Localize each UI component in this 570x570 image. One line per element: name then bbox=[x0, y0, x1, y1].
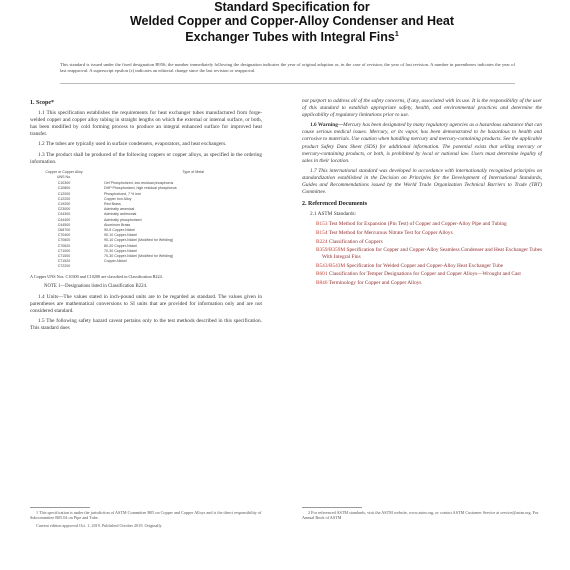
header-divider bbox=[60, 83, 515, 84]
reference-title-link[interactable]: Specification for Copper and Copper-Alloy Seamless Condenser and Heat Exchanger Tubes With Integral Fins bbox=[322, 247, 543, 261]
table-cell-type: Phosphorized, 7 % iron bbox=[104, 191, 142, 196]
table-cell-type: Admiralty antimonial bbox=[104, 212, 137, 217]
table-cell-uns: C10300 bbox=[57, 181, 71, 186]
table-cell-uns: C70600 bbox=[57, 238, 71, 243]
para-1-5-continued: not purport to address all of the safety concerns, if any, associated with its use. It is the responsibility of the user of this standard to establish appropriate safety, health, and environmental practices and determine the applicability of regulatory limitations prior to use. bbox=[302, 98, 542, 119]
footnotes-right bbox=[302, 510, 542, 523]
table-cell-type: Copper iron Alloy bbox=[104, 196, 132, 201]
table-cell-type: Oxf Phosphorized, low residual phosphorus bbox=[104, 181, 174, 186]
title-line-3: Exchanger Tubes with Integral Fins bbox=[185, 30, 395, 45]
reference-code-link[interactable]: B601 bbox=[316, 271, 328, 278]
table-cell-type: DHP Phosphorized, high residual phosphorus bbox=[104, 186, 177, 191]
right-column bbox=[302, 98, 542, 289]
table-cell-uns: C44400 bbox=[57, 217, 71, 222]
reference-item[interactable] bbox=[316, 230, 542, 237]
table-cell-uns: C12000 bbox=[57, 191, 71, 196]
table-cell-uns: C71520 bbox=[57, 259, 71, 264]
table-cell-type: 90-10 Copper-Nickel bbox=[104, 233, 137, 238]
title-footnote-mark: 1 bbox=[394, 31, 399, 38]
designation-note: This standard is issued under the fixed designation B956; the number immediately following the designation indicates the year of original adoption or, in the case of revision, the year of last revision. A number in parentheses indicates the year of last reapproval. A superscript epsilon (ε) indicates an editorial change since the last revision or reapproval. bbox=[60, 62, 515, 73]
table-footnote: A Copper UNS Nos. C10300 and C10200 are classified in Classification B224. bbox=[30, 273, 163, 279]
table-cell-type: Aluminum Brass bbox=[104, 222, 131, 227]
table-cell-uns: C19200 bbox=[57, 201, 71, 206]
reference-item[interactable] bbox=[316, 247, 542, 261]
table-cell-type: 90-10 Copper-Nickel (Modified for Welding) bbox=[104, 238, 174, 243]
table-cell-type: Admiralty arsenical bbox=[104, 207, 135, 212]
table-cell-type: Copper-Nickel bbox=[104, 259, 127, 264]
referenced-documents-heading: 2. Referenced Documents bbox=[302, 201, 368, 208]
scope-heading: 1. Scope* bbox=[30, 100, 54, 106]
table-cell-uns: C71500 bbox=[57, 254, 71, 258]
title-line-1: Standard Specification for bbox=[214, 0, 370, 14]
footnote-divider-right bbox=[302, 507, 362, 508]
reference-item[interactable] bbox=[316, 263, 542, 270]
table-cell-type: Admiralty phosphorized bbox=[104, 217, 142, 222]
table-cell-uns: C72200 bbox=[57, 264, 71, 269]
materials-table-body bbox=[44, 181, 240, 269]
table-cell-type: 90-5 Copper-Nickel bbox=[104, 227, 135, 232]
materials-table-header bbox=[44, 170, 240, 180]
reference-title-link[interactable]: Specification for Welded Copper and Copper-Alloy Heat Exchanger Tube bbox=[346, 262, 503, 269]
table-cell-uns: C70400 bbox=[57, 233, 71, 238]
footnote-divider-left bbox=[30, 507, 90, 508]
reference-title-link[interactable]: Test Method for Mercurous Nitrate Test for Copper Alloys bbox=[328, 230, 453, 236]
reference-item[interactable] bbox=[316, 271, 542, 278]
footnote-edition: Current edition approved Oct. 1, 2019. Published October 2019. Originally bbox=[36, 522, 162, 528]
footnotes-left bbox=[30, 510, 262, 530]
para-1-5: 1.5 The following safety hazard caveat pertains only to the test methods described in this specification. This standard does bbox=[30, 318, 262, 332]
table-row bbox=[44, 264, 240, 269]
reference-code-link[interactable]: B359/B359M bbox=[316, 247, 346, 254]
note-1: NOTE 1—Designations listed in Classification B224. bbox=[44, 284, 148, 290]
table-cell-type bbox=[84, 264, 240, 269]
table-cell-uns: C70620 bbox=[57, 243, 71, 248]
reference-list bbox=[302, 221, 542, 287]
reference-title-link[interactable]: Classification of Coppers bbox=[328, 238, 383, 245]
footnote-2: 2 For referenced ASTM standards, visit the ASTM website, www.astm.org, or contact ASTM Customer Service at service@astm.org. For Annual Book of ASTM bbox=[302, 510, 539, 521]
title-line-2: Welded Copper and Copper-Alloy Condenser and Heat bbox=[129, 14, 455, 28]
table-cell-uns: C44500 bbox=[57, 222, 71, 227]
reference-item[interactable] bbox=[316, 221, 542, 228]
para-1-1: 1.1 This specification establishes the requirements for heat exchanger tubes manufactured from forge-welded copper and copper alloy tubing in straight lengths on which the external or internal surface, or both, has been modified by cold forming process to produce an integral enhanced surface for improved heat transfer. bbox=[30, 110, 262, 138]
para-1-4: 1.4 Units—The values stated in inch-pound units are to be regarded as standard. The values given in parentheses are mathematical conversions to SI units that are provided for information only and are not considered standard. bbox=[30, 294, 262, 315]
reference-code-link[interactable]: B846 bbox=[316, 280, 328, 287]
reference-title-link[interactable]: Test Method for Expansion (Pin Test) of Copper and Copper-Alloy Pipe and Tubing bbox=[328, 221, 507, 228]
para-1-7: 1.7 This international standard was developed in accordance with internationally recognized principles on standardization established in the Decision on Principles for the Development of International Standards, Guides and Recommendations issued by the World Trade Organization Technical Barriers to Trade (TBT) Committee. bbox=[302, 167, 542, 196]
reference-title-link[interactable]: Classification for Temper Designations for Copper and Copper Alloys—Wrought and Cast bbox=[328, 271, 521, 278]
reference-code-link[interactable]: B543/B543M bbox=[316, 262, 346, 269]
reference-code-link[interactable]: B224 bbox=[316, 238, 328, 245]
astm-standards-intro: 2.1 ASTM Standards: bbox=[310, 211, 357, 218]
para-1-6 bbox=[302, 122, 542, 165]
reference-code-link[interactable]: B153 bbox=[316, 221, 328, 228]
table-header-uns: Copper or Copper Alloy UNS No. bbox=[45, 169, 83, 179]
materials-table bbox=[44, 170, 240, 270]
reference-item[interactable] bbox=[316, 280, 542, 287]
table-cell-type: 80-20 Copper-Nickel bbox=[104, 243, 137, 248]
table-cell-type: 70-30 Copper-Nickel (Modified for Welding) bbox=[104, 254, 174, 258]
warning-text: Mercury has been designated by many regulatory agencies as a hazardous substance that can cause serious medical issues. Mercury, or its vapor, has been demonstrated to be hazardous to health and corrosive to materials. Use caution when handling mercury and mercury-containing products. See the applicable product Safety Data Sheet (SDS) for additional information. The potential exists that selling mercury or mercury-containing products, or both, is prohibited by local or national law. Users must determine legality of sales in their location. bbox=[302, 122, 542, 164]
table-cell-type: 70-30 Copper-Nickel bbox=[104, 248, 137, 253]
table-cell-uns: C23000 bbox=[57, 207, 71, 212]
table-cell-uns: C12200 bbox=[57, 196, 71, 201]
left-column bbox=[30, 98, 262, 336]
table-cell-uns: C68700 bbox=[57, 227, 71, 232]
para-1-3: 1.3 The product shall be produced of the following coppers or copper alloys, as specified in the ordering information. bbox=[30, 151, 262, 165]
table-cell-type: Red Brass bbox=[104, 201, 121, 206]
reference-item[interactable] bbox=[316, 239, 542, 246]
warning-label: 1.6 Warning— bbox=[310, 122, 344, 129]
table-cell-uns: C71000 bbox=[57, 248, 71, 253]
footnote-1: 1 This specification is under the jurisdiction of ASTM Committee B05 on Copper and Copper Alloys and is the direct responsibility of Subcommittee B05.04 on Pipe and Tube. bbox=[30, 510, 262, 521]
reference-code-link[interactable]: B154 bbox=[316, 230, 328, 236]
table-cell-uns: C10800 bbox=[57, 186, 71, 191]
para-1-2: 1.2 The tubes are typically used in surface condensers, evaporators, and heat exchangers. bbox=[38, 141, 227, 148]
table-cell-uns: C44300 bbox=[57, 212, 71, 217]
document-title bbox=[82, 0, 502, 44]
table-header-type: Type of Metal bbox=[182, 169, 204, 174]
reference-title-link[interactable]: Terminology for Copper and Copper Alloys bbox=[328, 280, 422, 287]
